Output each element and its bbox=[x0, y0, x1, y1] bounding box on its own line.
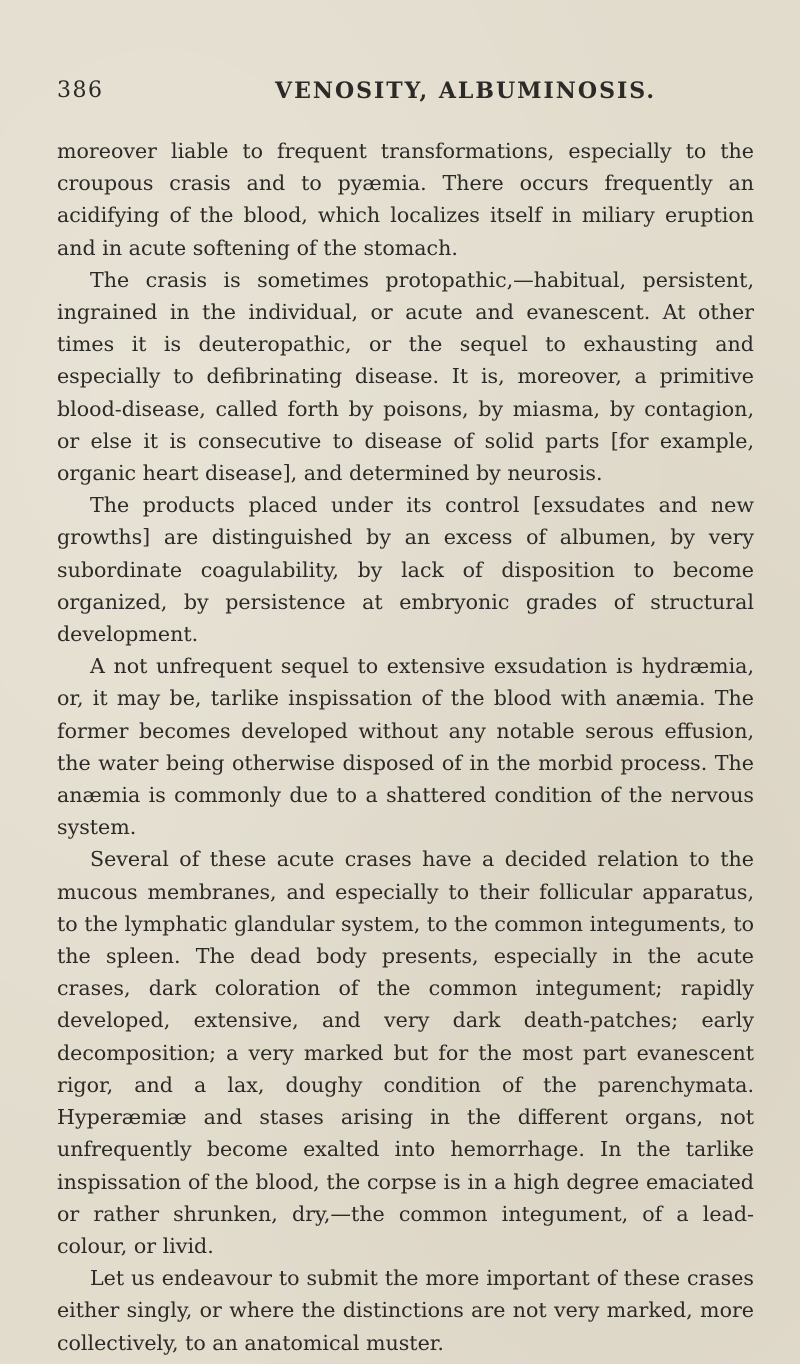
paragraph: The products placed under its control [exsudates and new growths] are distinguished by an excess of albumen, by very subordinate coagulability, by lack of disposition to become organized, by persistence at embryonic grades of structural development. bbox=[57, 493, 754, 647]
page-number: 386 bbox=[57, 78, 104, 103]
paragraph: Several of these acute crases have a decided relation to the mucous membranes, and especially to their follicular apparatus, to the lymphatic glandular system, to the common integuments, to the spleen. The dead body presents, especially in the acute crases, dark coloration of the common integument; rapidly developed, extensive, and very dark death-patches; early decomposition; a very marked but for the most part evanescent rigor, and a lax, doughy condition of the parenchymata. Hyperæmiæ and stases arising in the different organs, not unfrequently become exalted into hemorrhage. In the tarlike inspissation of the blood, the corpse is in a high degree emaciated or rather shrunken, dry,—the common integument, of a lead-colour, or livid. bbox=[57, 847, 754, 1258]
running-head bbox=[57, 78, 754, 112]
paragraph: Let us endeavour to submit the more important of these crases either singly, or where the distinctions are not very marked, more collectively, to an anatomical muster. bbox=[57, 1266, 754, 1355]
paragraph: A not unfrequent sequel to extensive exsudation is hydræmia, or, it may be, tarlike inspissation of the blood with anæmia. The former becomes developed without any notable serous effusion, the water being otherwise disposed of in the morbid process. The anæmia is commonly due to a shattered condition of the nervous system. bbox=[57, 654, 754, 840]
paragraph: The crasis is sometimes protopathic,—habitual, persistent, ingrained in the individual, or acute and evanescent. At other times it is deuteropathic, or the sequel to exhausting and especially to defibrinating disease. It is, moreover, a primitive blood-disease, called forth by poisons, by miasma, by contagion, or else it is consecutive to disease of solid parts [for example, organic heart disease], and determined by neurosis. bbox=[57, 267, 754, 486]
body-text bbox=[57, 135, 754, 1359]
running-title: VENOSITY, ALBUMINOSIS. bbox=[275, 78, 657, 104]
paragraph: moreover liable to frequent transformations, especially to the croupous crasis and to pyæmia. There occurs frequently an acidifying of the blood, which localizes itself in miliary eruption and in acute softening of the stomach. bbox=[57, 139, 754, 260]
